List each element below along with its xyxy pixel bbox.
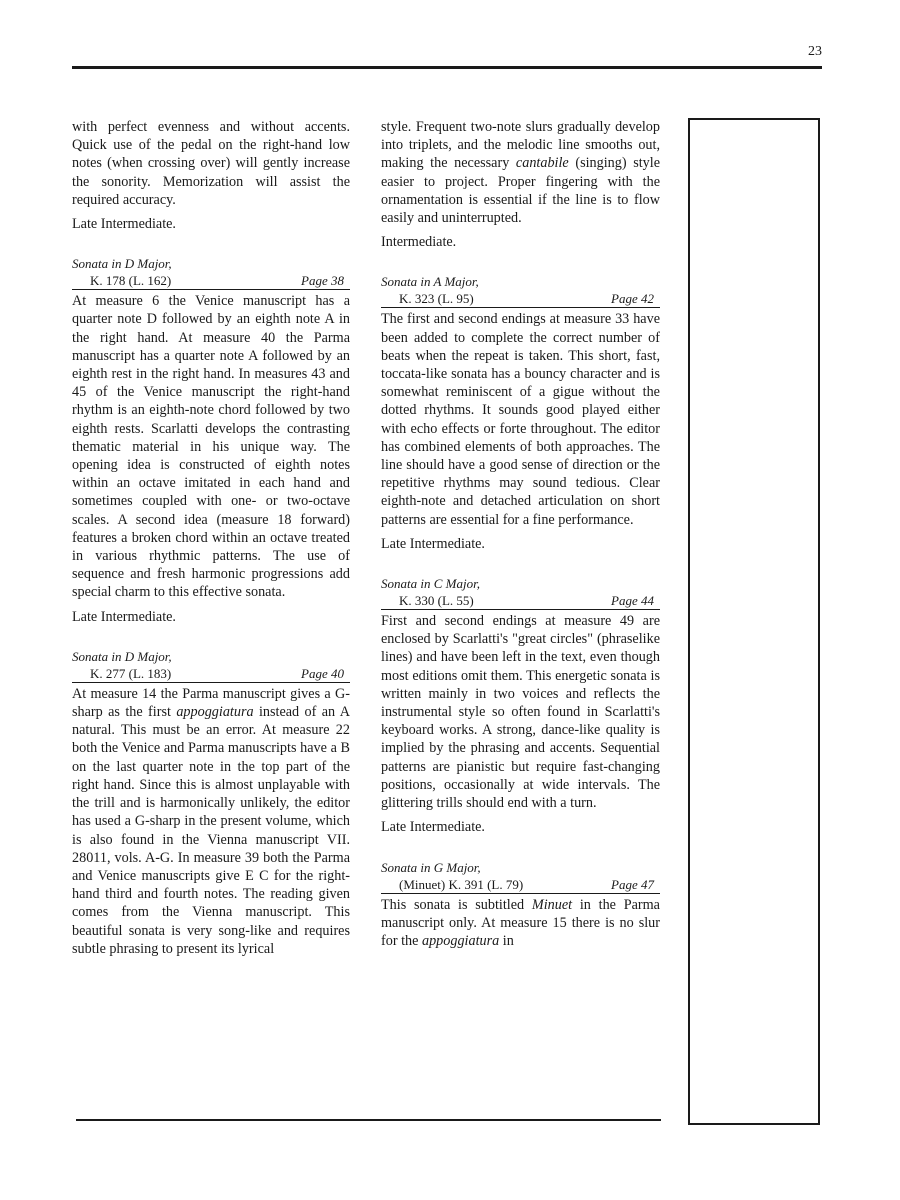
middle-column — [381, 118, 660, 950]
entry-body-k178: At measure 6 the Venice manuscript has a quarter note D followed by an eighth note A in the right hand. At measure 40 the Parma manuscript has a quarter note A followed by an eighth rest in the right hand. In measures 43 and 45 of the Venice manuscript the right-hand rhythm is an eighth-note chord followed by two eighth rests. Scarlatti develops the contrasting thematic material in his unique way. The opening idea is constructed of eighth notes within an octave imitated in each hand and sometimes coupled with one- or two-octave scales. A second idea (measure 18 forward) features a broken chord within an octave treated in various rhythmic patterns. The use of sequence and fresh harmonic progressions add special charm to this effective sonata. — [72, 293, 350, 601]
sidebar-box — [688, 118, 820, 1125]
top-rule — [72, 66, 822, 69]
entry-catalog: K. 277 (L. 183) — [90, 665, 172, 681]
entry-catalog: K. 178 (L. 162) — [90, 273, 172, 289]
continued-level: Intermediate. — [381, 234, 457, 251]
entry-level-k330: Late Intermediate. — [381, 819, 485, 836]
entry-body-k391: This sonata is subtitled Minuet in the Parma manuscript only. At measure 15 there is no slur for the appoggiatura in — [381, 896, 660, 949]
intro-text: with perfect evenness and without accents. Quick use of the pedal on the right-hand low notes (when crossing over) will gently increase the sonority. Memorization will assist the required accuracy. — [72, 119, 350, 208]
left-column — [72, 118, 350, 958]
continued-text: style. Frequent two-note slurs gradually develop into triplets, and the melodic line smooths out, making the necessary cantabile (singing) style easier to project. Proper fingering with the ornamentation is essential if the line is to flow easily and uninterrupted. — [381, 119, 660, 227]
bottom-rule — [76, 1119, 661, 1121]
entry-catalog: K. 330 (L. 55) — [399, 593, 474, 609]
entry-level-k323: Late Intermediate. — [381, 535, 485, 552]
entry-title-k277: Sonata in D Major, — [72, 648, 172, 664]
entry-ref-k277 — [72, 665, 350, 683]
entry-ref-k323 — [381, 290, 660, 308]
entry-body-k323: The first and second endings at measure 33 have been added to complete the correct number of beats when the repeat is taken. This short, fast, toccata-like sonata has a bouncy character and is somewhat reminiscent of a gigue without the dotted rhythms. It sounds good played either with echo effects or forte throughout. The editor has combined elements of both approaches. The line should have a good sense of direction or the repetitive rhythms may sound tedious. Clear eighth-note and detached articulation on short patterns are essential for a fine performance. — [381, 311, 660, 528]
intro-level: Late Intermediate. — [72, 216, 176, 233]
entry-body-k330: First and second endings at measure 49 are enclosed by Scarlatti's "great circles" (phraselike lines) and have been left in the text, even though most editions omit them. This energetic sonata is written mainly in two voices and reflects the instrumental style so often found in Scarlatti's keyboard works. A strong, dance-like quality is implied by the phrasing and accents. Sequential patterns are pianistic but require fast-changing positions, occasionally at wide intervals. The glittering trills should end with a turn. — [381, 613, 660, 812]
entry-ref-k330 — [381, 592, 660, 610]
entry-page: Page 47 — [611, 876, 654, 892]
entry-title-k323: Sonata in A Major, — [381, 274, 479, 290]
entry-ref-k178 — [72, 272, 350, 290]
entry-catalog: (Minuet) K. 391 (L. 79) — [399, 876, 524, 892]
entry-page: Page 44 — [611, 593, 654, 609]
entry-ref-k391 — [381, 876, 660, 894]
entry-body-k277: At measure 14 the Parma manuscript gives a G-sharp as the first appoggiatura instead of an A natural. This must be an error. At measure 22 both the Venice and Parma manuscripts have a B on the last quarter note in the top part of the right hand. Since this is almost unplayable with the trill and is harmonically unlikely, the editor has used a G-sharp in the present volume, which is also found in the Vienna manuscript VII. 28011, vols. A-G. In measure 39 both the Parma and Venice manuscripts give E C for the right-hand third and fourth notes. The reading given comes from the Vienna manuscript. This beautiful sonata is very song-like and requires subtle phrasing to present its lyrical — [72, 685, 350, 957]
entry-page: Page 38 — [301, 273, 344, 289]
entry-catalog: K. 323 (L. 95) — [399, 291, 474, 307]
page-number: 23 — [808, 44, 822, 59]
entry-page: Page 42 — [611, 291, 654, 307]
entry-title-k178: Sonata in D Major, — [72, 256, 172, 272]
entry-title-k391: Sonata in G Major, — [381, 859, 481, 875]
entry-level-k178: Late Intermediate. — [72, 608, 176, 625]
entry-title-k330: Sonata in C Major, — [381, 576, 480, 592]
entry-page: Page 40 — [301, 665, 344, 681]
